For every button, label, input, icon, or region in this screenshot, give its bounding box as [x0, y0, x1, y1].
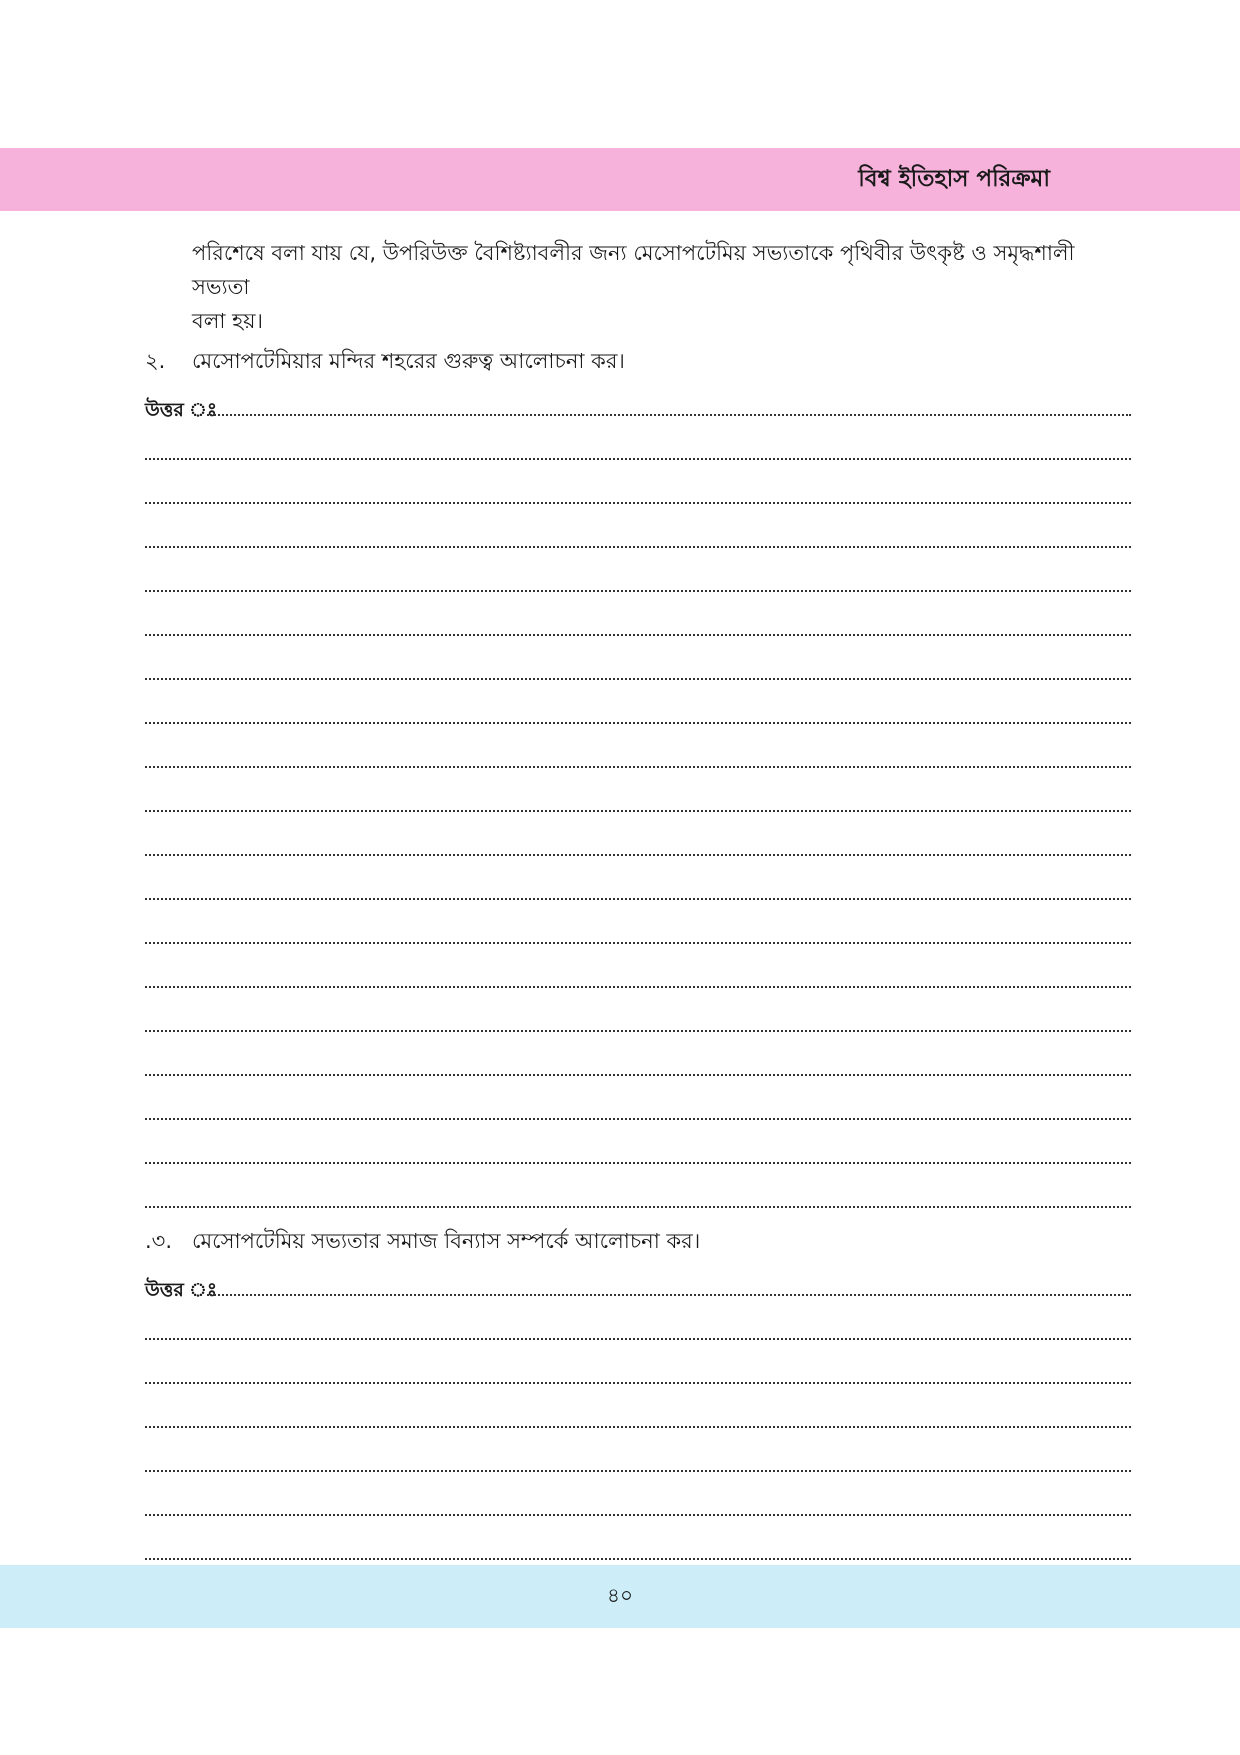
- question-number: .৩.: [145, 1229, 173, 1253]
- dotted-line: [145, 1118, 1131, 1120]
- answer-area-question-2: [145, 382, 1131, 1218]
- footer-band: [0, 1565, 1240, 1628]
- dotted-line: [145, 546, 1131, 548]
- dotted-line: [145, 942, 1131, 944]
- page-content: [145, 236, 1131, 1570]
- dotted-line: [207, 414, 1131, 416]
- dotted-line: [145, 1470, 1131, 1472]
- answer-line[interactable]: [145, 866, 1131, 910]
- answer-line[interactable]: [145, 1262, 1131, 1306]
- answer-line[interactable]: [145, 1438, 1131, 1482]
- dotted-line: [145, 766, 1131, 768]
- dotted-line: [207, 1294, 1131, 1296]
- answer-line[interactable]: [145, 382, 1131, 426]
- answer-line[interactable]: [145, 734, 1131, 778]
- dotted-line: [145, 854, 1131, 856]
- dotted-line: [145, 1382, 1131, 1384]
- dotted-line: [145, 1426, 1131, 1428]
- answer-line[interactable]: [145, 910, 1131, 954]
- answer-line[interactable]: [145, 1306, 1131, 1350]
- dotted-line: [145, 1558, 1131, 1560]
- question-number: ২.: [145, 349, 166, 373]
- answer-line[interactable]: [145, 1482, 1131, 1526]
- dotted-line: [145, 678, 1131, 680]
- dotted-line: [145, 502, 1131, 504]
- dotted-line: [145, 1338, 1131, 1340]
- dotted-line: [145, 590, 1131, 592]
- answer-line[interactable]: [145, 1394, 1131, 1438]
- dotted-line: [145, 986, 1131, 988]
- answer-label: উত্তর ঃ: [145, 401, 221, 420]
- dotted-line: [145, 722, 1131, 724]
- answer-line[interactable]: [145, 558, 1131, 602]
- dotted-line: [145, 898, 1131, 900]
- answer-line[interactable]: [145, 1350, 1131, 1394]
- answer-line[interactable]: [145, 646, 1131, 690]
- dotted-line: [145, 634, 1131, 636]
- answer-line[interactable]: [145, 778, 1131, 822]
- dotted-line: [145, 1206, 1131, 1208]
- answer-label: উত্তর ঃ: [145, 1281, 221, 1300]
- answer-line[interactable]: [145, 822, 1131, 866]
- answer-area-question-3: [145, 1262, 1131, 1570]
- dotted-line: [145, 810, 1131, 812]
- answer-line[interactable]: [145, 954, 1131, 998]
- answer-line[interactable]: [145, 602, 1131, 646]
- dotted-line: [145, 1162, 1131, 1164]
- intro-paragraph-line-2: বলা হয়।: [192, 309, 264, 333]
- question-text: মেসোপটেমিয় সভ্যতার সমাজ বিন্যাস সম্পর্কে আলোচনা কর।: [192, 1229, 701, 1253]
- answer-line[interactable]: [145, 1086, 1131, 1130]
- dotted-line: [145, 1030, 1131, 1032]
- question-2: [145, 346, 1131, 376]
- answer-line[interactable]: [145, 998, 1131, 1042]
- page-number: ৪০: [607, 1583, 633, 1607]
- question-text: মেসোপটেমিয়ার মন্দির শহরের গুরুত্ব আলোচনা কর।: [192, 349, 625, 373]
- answer-line[interactable]: [145, 1130, 1131, 1174]
- dotted-line: [145, 1074, 1131, 1076]
- answer-line[interactable]: [145, 514, 1131, 558]
- book-title: বিশ্ব ইতিহাস পরিক্রমা: [858, 166, 1050, 192]
- answer-line[interactable]: [145, 1526, 1131, 1570]
- dotted-line: [145, 1514, 1131, 1516]
- intro-paragraph-line-1: পরিশেষে বলা যায় যে, উপরিউক্ত বৈশিষ্ট্যাবলীর জন্য মেসোপটেমিয় সভ্যতাকে পৃথিবীর উৎকৃষ্ট ও সমৃদ্ধশালী সভ্যতা: [192, 241, 1075, 299]
- header-band: [0, 148, 1240, 211]
- question-3: [145, 1226, 1131, 1256]
- answer-line[interactable]: [145, 690, 1131, 734]
- answer-line[interactable]: [145, 1042, 1131, 1086]
- dotted-line: [145, 458, 1131, 460]
- answer-line[interactable]: [145, 426, 1131, 470]
- answer-line[interactable]: [145, 1174, 1131, 1218]
- answer-line[interactable]: [145, 470, 1131, 514]
